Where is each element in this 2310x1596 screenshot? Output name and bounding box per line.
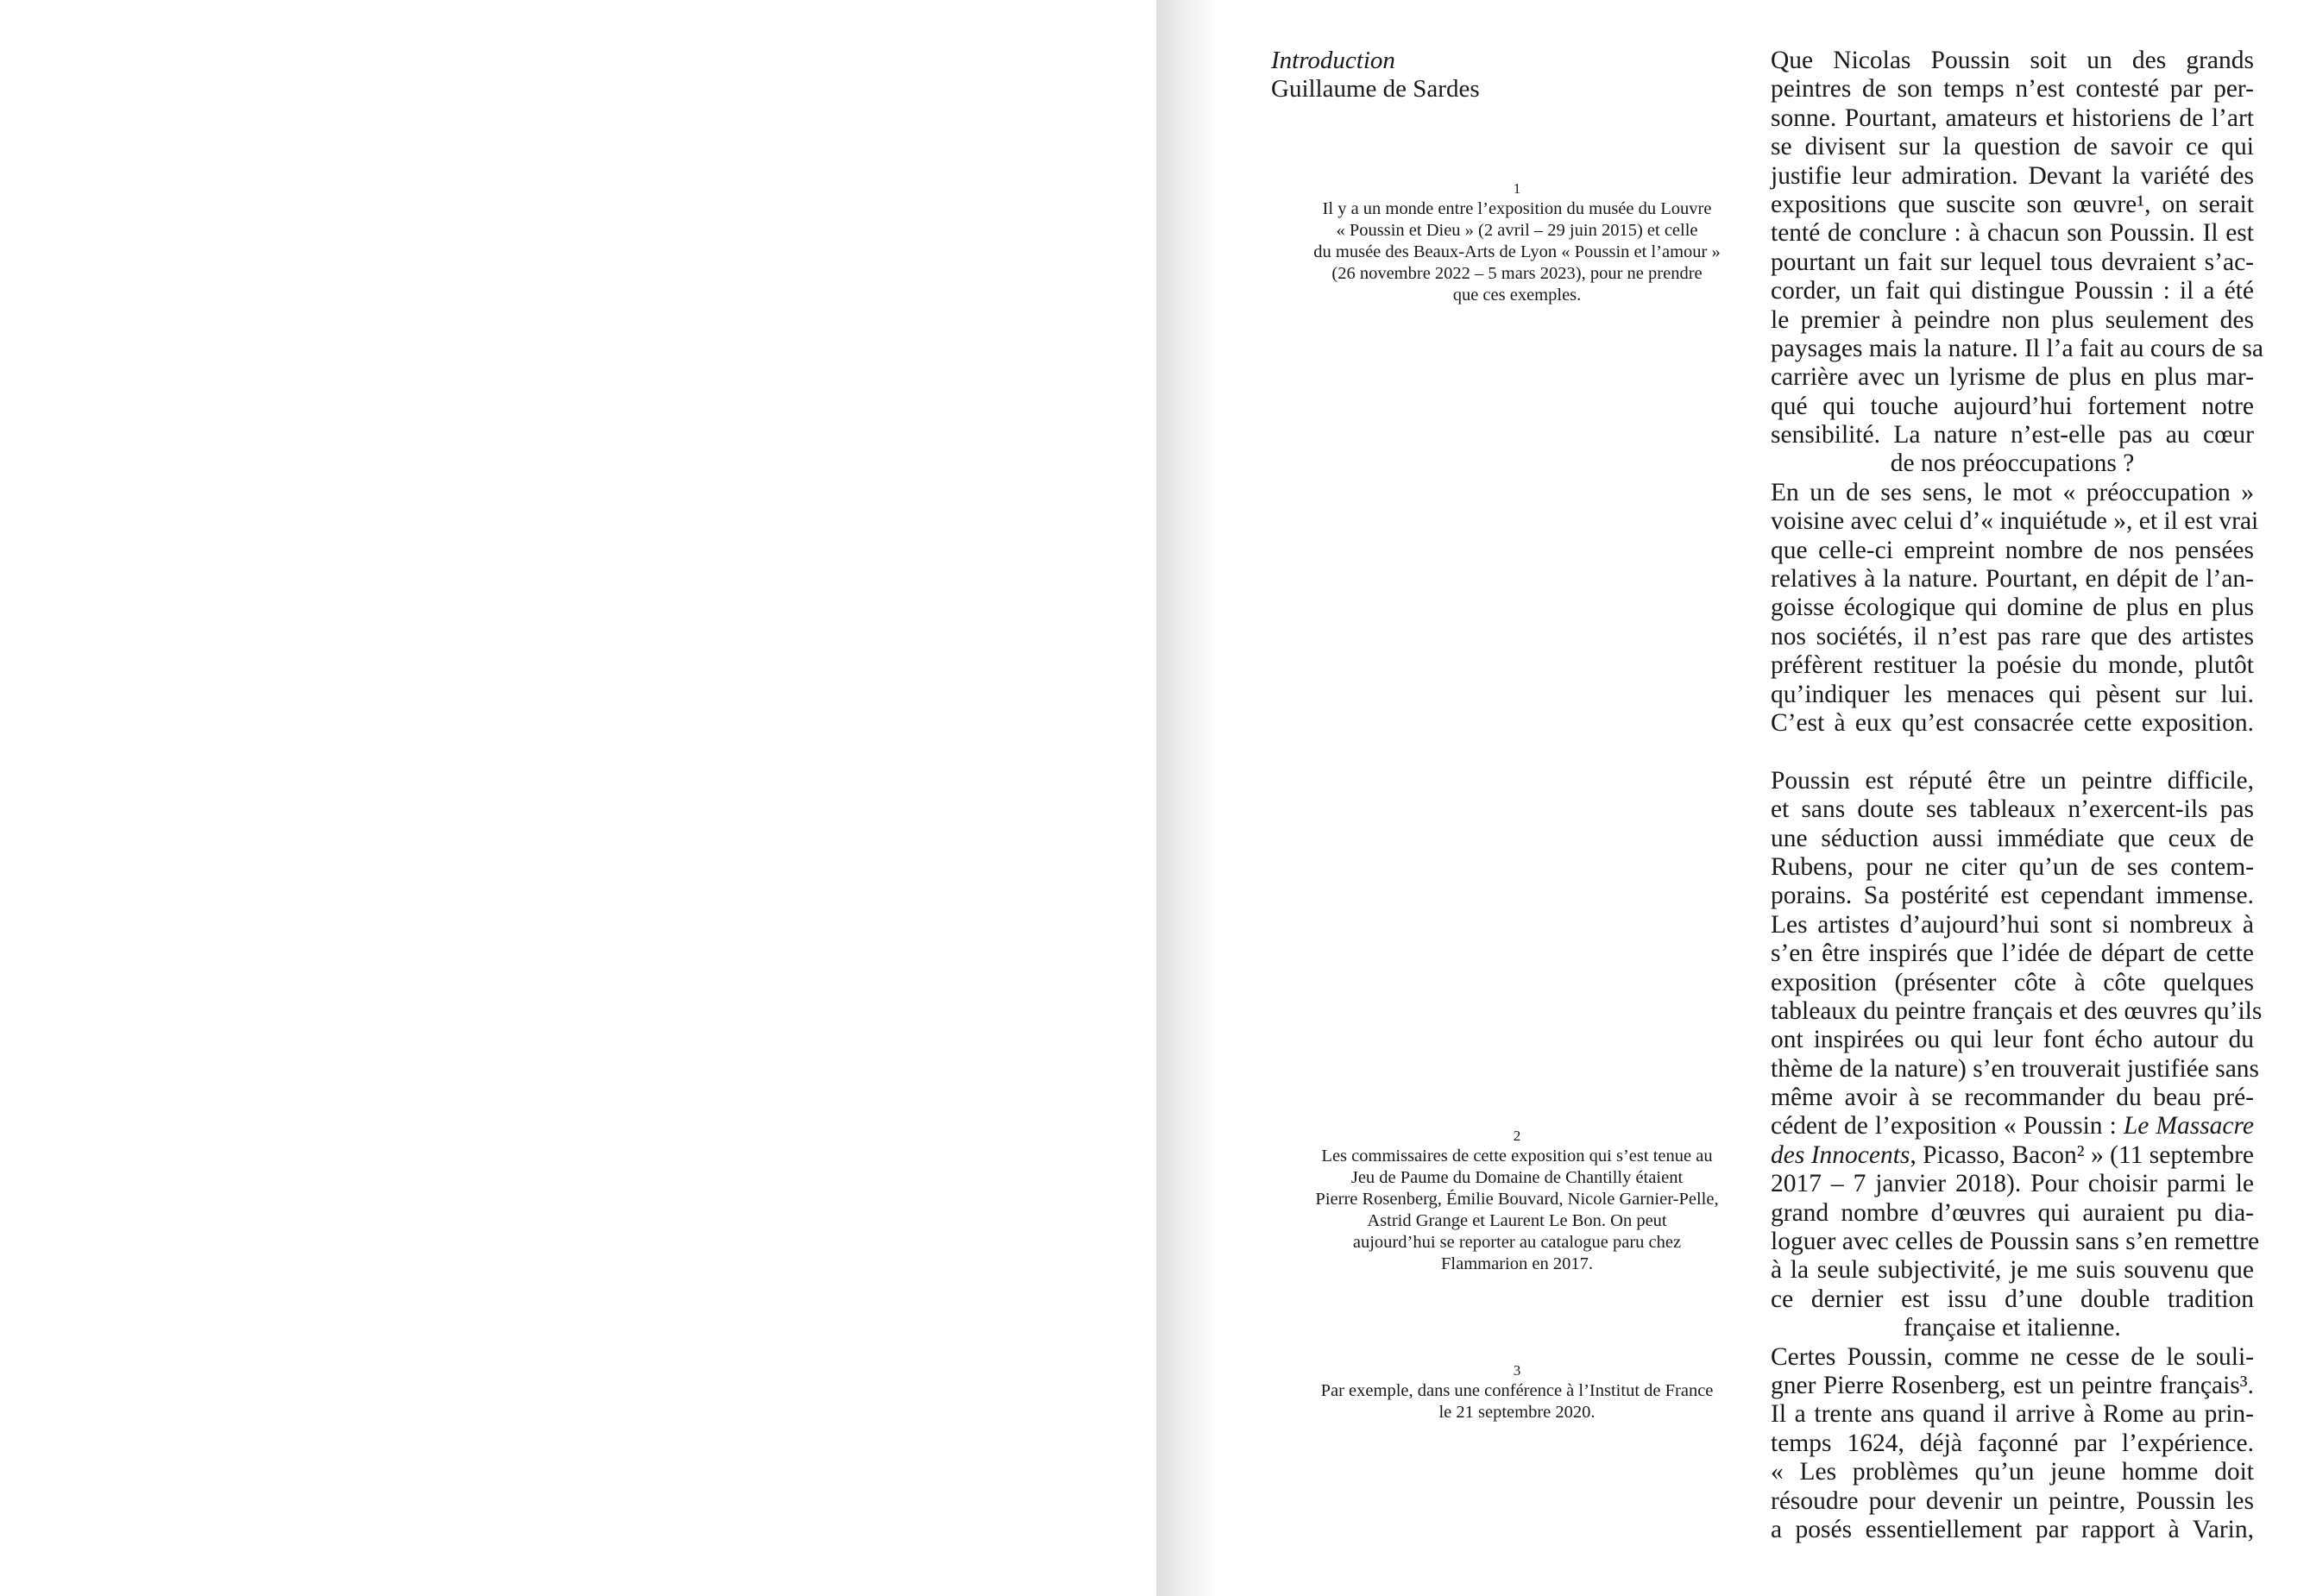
body-line: temps 1624, déjà façonné par l’expérience. bbox=[1771, 1429, 2254, 1457]
body-line: Que Nicolas Poussin soit un des grands bbox=[1771, 47, 2254, 74]
footnote-1 bbox=[1275, 179, 1759, 306]
body-line: paysages mais la nature. Il l’a fait au cours de sa bbox=[1771, 334, 2263, 362]
body-line: pourtant un fait sur lequel tous devraient s’ac- bbox=[1771, 248, 2254, 276]
footnote-number: 3 bbox=[1513, 1362, 1521, 1379]
footnote-line: « Poussin et Dieu » (2 avril – 29 juin 2015) et celle bbox=[1336, 221, 1698, 240]
footnote-line: Jeu de Paume du Domaine de Chantilly étaient bbox=[1350, 1168, 1684, 1187]
body-line: nos sociétés, il n’est pas rare que des artistes bbox=[1771, 622, 2254, 650]
footnote-line: aujourd’hui se reporter au catalogue paru chez bbox=[1352, 1233, 1682, 1252]
body-line: corder, un fait qui distingue Poussin : il a été bbox=[1771, 277, 2254, 305]
body-line: C’est à eux qu’est consacrée cette exposition. bbox=[1771, 708, 2254, 737]
body-line: le premier à peindre non plus seulement des bbox=[1771, 305, 2254, 334]
footnote-line: Flammarion en 2017. bbox=[1441, 1254, 1593, 1273]
footnote-line: Par exemple, dans une conférence à l’Institut de France bbox=[1320, 1381, 1714, 1400]
book-gutter-shadow bbox=[1156, 0, 1217, 1596]
body-line: se divisent sur la question de savoir ce qui bbox=[1771, 133, 2254, 161]
paragraph-spacer bbox=[1771, 738, 2254, 766]
footnote-line: du musée des Beaux-Arts de Lyon « Poussin et l’amour » bbox=[1313, 242, 1721, 261]
body-line: qu’indiquer les menaces qui pèsent sur lui. bbox=[1771, 680, 2254, 708]
body-line: de nos préoccupations ? bbox=[1890, 449, 2135, 478]
body-line: Certes Poussin, comme ne cesse de le souli- bbox=[1771, 1342, 2254, 1371]
body-line bbox=[1771, 1141, 2254, 1170]
body-line: goisse écologique qui domine de plus en plus bbox=[1771, 594, 2254, 622]
body-text-run: cédent de l’exposition « Poussin : bbox=[1771, 1112, 2124, 1140]
footnote-line: Astrid Grange et Laurent Le Bon. On peut bbox=[1367, 1211, 1667, 1230]
footnote-line: Il y a un monde entre l’exposition du musée du Louvre bbox=[1322, 199, 1712, 218]
body-line: tableaux du peintre français et des œuvres qu’ils bbox=[1771, 996, 2263, 1025]
body-line: s’en être inspirés que l’idée de départ de cette bbox=[1771, 939, 2254, 968]
footnote-line: le 21 septembre 2020. bbox=[1438, 1403, 1596, 1422]
body-line: Rubens, pour ne citer qu’un de ses contem- bbox=[1771, 852, 2254, 881]
body-line: carrière avec un lyrisme de plus en plus mar- bbox=[1771, 363, 2254, 392]
body-line: ont inspirées ou qui leur font écho autour du bbox=[1771, 1026, 2254, 1054]
body-line: une séduction aussi immédiate que ceux de bbox=[1771, 824, 2254, 852]
body-line: préfèrent restituer la poésie du monde, plutôt bbox=[1771, 651, 2254, 680]
body-line: française et italienne. bbox=[1904, 1314, 2121, 1342]
footnote-line: Les commissaires de cette exposition qui s’est tenue au bbox=[1321, 1147, 1713, 1166]
chapter-author: Guillaume de Sardes bbox=[1271, 75, 1480, 103]
body-line: peintres de son temps n’est contesté par per- bbox=[1771, 75, 2254, 104]
artwork-title-italic: des Innocents bbox=[1771, 1140, 1910, 1169]
body-line: Il a trente ans quand il arrive à Rome au prin- bbox=[1771, 1400, 2254, 1429]
body-line: expositions que suscite son œuvre¹, on serait bbox=[1771, 190, 2254, 218]
body-line: sensibilité. La nature n’est-elle pas au cœur bbox=[1771, 421, 2254, 449]
body-text-run: , Picasso, Bacon² » (11 septembre bbox=[1910, 1140, 2254, 1169]
artwork-title-italic: Le Massacre bbox=[2123, 1112, 2255, 1140]
chapter-title: Introduction bbox=[1271, 47, 1395, 74]
body-line: exposition (présenter côte à côte quelques bbox=[1771, 968, 2254, 996]
body-line: grand nombre d’œuvres qui auraient pu dia- bbox=[1771, 1198, 2254, 1227]
body-line: voisine avec celui d’« inquiétude », et il est vrai bbox=[1771, 507, 2259, 536]
body-text bbox=[1771, 47, 2263, 1544]
body-line: que celle-ci empreint nombre de nos pensées bbox=[1771, 536, 2254, 564]
body-line: relatives à la nature. Pourtant, en dépit de l’an- bbox=[1771, 565, 2254, 594]
body-line: porains. Sa postérité est cependant immense. bbox=[1771, 882, 2254, 910]
footnote-line: que ces exemples. bbox=[1452, 286, 1582, 305]
body-line: gner Pierre Rosenberg, est un peintre français³. bbox=[1771, 1371, 2254, 1399]
body-line: justifie leur admiration. Devant la variété des bbox=[1771, 161, 2254, 190]
body-line: et sans doute ses tableaux n’exercent-ils pas bbox=[1771, 795, 2254, 824]
footnote-line: (26 novembre 2022 – 5 mars 2023), pour ne prendre bbox=[1331, 264, 1703, 283]
body-line: résoudre pour devenir un peintre, Poussin les bbox=[1771, 1486, 2254, 1515]
body-line: thème de la nature) s’en trouverait justifiée sans bbox=[1771, 1054, 2260, 1083]
body-line: « Les problèmes qu’un jeune homme doit bbox=[1771, 1458, 2254, 1486]
footnote-number: 2 bbox=[1513, 1128, 1521, 1144]
body-line bbox=[1771, 1112, 2254, 1140]
body-line: qué qui touche aujourd’hui fortement notre bbox=[1771, 392, 2254, 420]
body-line: 2017 – 7 janvier 2018). Pour choisir parmi le bbox=[1771, 1170, 2254, 1198]
body-line: ce dernier est issu d’une double tradition bbox=[1771, 1285, 2254, 1313]
body-line: à la seule subjectivité, je me suis souvenu que bbox=[1771, 1256, 2254, 1285]
footnote-3 bbox=[1275, 1361, 1759, 1423]
footnote-2 bbox=[1275, 1127, 1759, 1275]
chapter-heading bbox=[1271, 47, 1480, 104]
body-line: loguer avec celles de Poussin sans s’en remettre bbox=[1771, 1228, 2260, 1256]
body-line: Les artistes d’aujourd’hui sont si nombreux à bbox=[1771, 910, 2254, 939]
footnote-line: Pierre Rosenberg, Émilie Bouvard, Nicole Garnier-Pelle, bbox=[1315, 1190, 1719, 1209]
footnote-number: 1 bbox=[1513, 180, 1521, 197]
body-line: tenté de conclure : à chacun son Poussin. Il est bbox=[1771, 219, 2254, 248]
body-line: a posés essentiellement par rapport à Varin, bbox=[1771, 1515, 2254, 1543]
body-line: sonne. Pourtant, amateurs et historiens de l’art bbox=[1771, 104, 2254, 132]
body-line: même avoir à se recommander du beau pré- bbox=[1771, 1084, 2254, 1112]
body-line: Poussin est réputé être un peintre difficile, bbox=[1771, 766, 2254, 795]
body-line: En un de ses sens, le mot « préoccupation » bbox=[1771, 478, 2254, 506]
